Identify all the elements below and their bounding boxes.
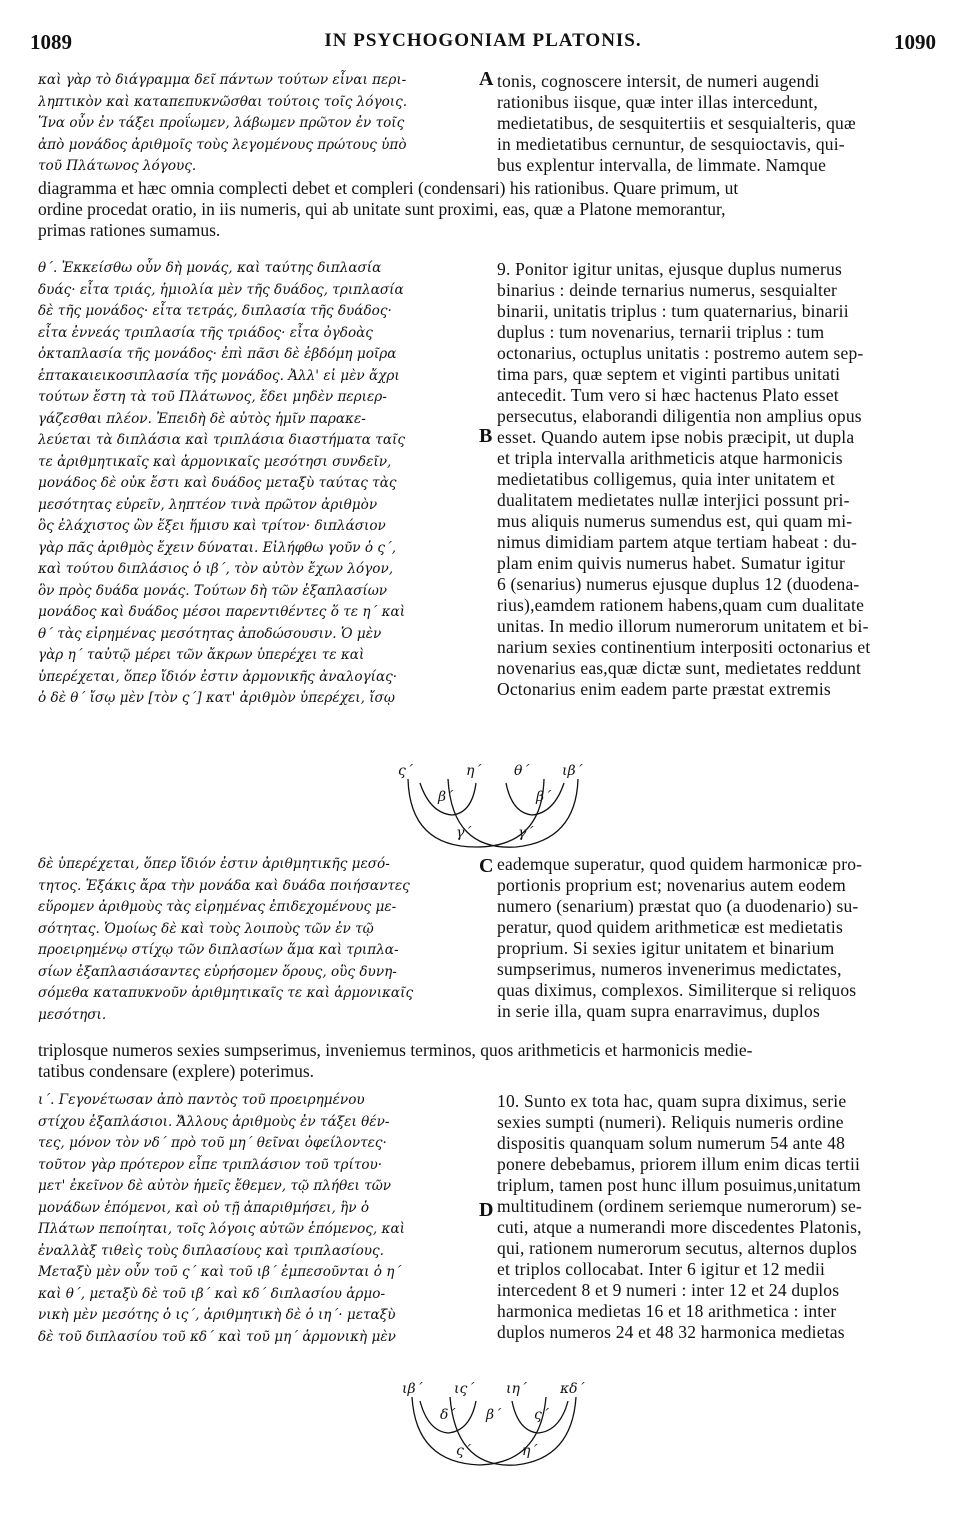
greek-line: τε ἀριθμητικαῖς καὶ ἁρμονικαῖς μεσότησι συνδεῖν, <box>38 453 392 470</box>
greek-line: σόμεθα καταπυκνοῦν ἀριθμητικαῖς τε καὶ ἁρμονικαῖς <box>38 985 414 1001</box>
greek-line: νικὴ μὲν μεσότης ὁ ις΄, ἀριθμητικὴ δὲ ὁ ιη΄· μεταξὺ <box>38 1307 396 1323</box>
diagram2-label: ς΄ <box>456 1443 471 1459</box>
latin-line: numero (senarium) præstat quo (a duodenario) su- <box>497 896 859 916</box>
latin-line: et triplos collocabat. Inter 6 igitur et 12 medii <box>497 1259 826 1279</box>
diagram2-label: ις΄ <box>454 1381 475 1397</box>
latin-line: bus explentur intervalla, de limmate. Namque <box>497 155 827 175</box>
greek-line: θ΄. Ἐκκείσθω οὖν δὴ μονάς, καὶ ταύτης διπλασία <box>38 260 382 276</box>
greek-column-block-2 <box>38 258 478 710</box>
latin-line: rationibus iisque, quæ inter illas intercedunt, <box>497 92 818 112</box>
latin-line: antecedit. Tum vero si hæc hactenus Plato esset <box>497 385 839 405</box>
latin-line: harmonica medietas 16 et 18 arithmetica : inter <box>497 1301 837 1321</box>
greek-line: δὲ ὑπερέχεται, ὅπερ ἴδιόν ἐστιν ἀριθμητικῆς μεσό- <box>38 856 390 872</box>
latin-line: multitudinem (ordinem seriemque numerorum) se- <box>497 1196 862 1216</box>
latin-line: 10. Sunto ex tota hac, quam supra diximus, serie <box>497 1091 847 1111</box>
latin-line: rius),eamdem rationem habens,quam cum dualitate <box>497 595 865 615</box>
greek-line: γὰρ η΄ ταὐτῷ μέρει τῶν ἄκρων ὑπερέχει τε καὶ <box>38 647 365 663</box>
diagram1-label: β΄ <box>438 789 454 805</box>
latin-line: duplos numeros 24 et 48 32 harmonica medietas <box>497 1322 845 1342</box>
margin-letter-c: C <box>479 855 494 877</box>
latin-fullwidth-block-3 <box>38 1040 930 1082</box>
latin-column-block-2 <box>497 259 933 700</box>
greek-line: Ἵνα οὖν ἐν τάξει προΐωμεν, λάβωμεν πρῶτον ἐν τοῖς <box>38 115 405 131</box>
page-number-right: 1090 <box>894 30 936 54</box>
greek-line: μεσότητας εὑρεῖν, ληπτέον τινὰ πρῶτον ἀριθμὸν <box>38 496 378 513</box>
latin-line: dispositis quanquam solum numerum 54 ante 48 <box>497 1133 846 1153</box>
harmonic-arc-diagram-1 <box>380 755 600 855</box>
greek-line: ὃς ἐλάχιστος ὢν ἕξει ἥμισυ καὶ τρίτον· διπλάσιον <box>38 518 386 534</box>
greek-line: ὑπερέχεται, ὅπερ ἴδιόν ἐστιν ἁρμονικῆς ἀναλογίας· <box>38 668 398 685</box>
greek-line: λεύεται τὰ διπλάσια καὶ τριπλάσια διαστήματα ταῖς <box>38 432 405 448</box>
latin-line: unitas. In medio illorum numerorum unitatem et bi- <box>497 616 869 636</box>
greek-line: σότητας. Ὁμοίως δὲ καὶ τοὺς λοιποὺς τῶν ἐν τῷ <box>38 920 374 937</box>
latin-line: et tripla intervalla arithmeticis atque harmonicis <box>497 448 843 468</box>
greek-line: Μεταξὺ μὲν οὖν τοῦ ς΄ καὶ τοῦ ιβ΄ ἐμπεσοῦνται ὁ η΄ <box>38 1264 402 1280</box>
latin-line: dualitatem medietates nullæ interjici possunt pri- <box>497 490 850 510</box>
greek-line: ὃν πρὸς δυάδα μονάς. Τούτων δὴ τῶν ἑξαπλασίων <box>38 582 388 599</box>
greek-line: εὕρομεν ἀριθμοὺς τὰς εἰρημένας ἐπιδεχομένους με- <box>38 899 397 915</box>
latin-line: sexies sumpti (numeri). Reliquis numeris ordine <box>497 1112 844 1132</box>
latin-line: esset. Quando autem ipse nobis præcipit, ut dupla <box>497 427 855 447</box>
greek-line: δυάς· εἶτα τριάς, ἡμιολία μὲν τῆς δυάδος, τριπλασία <box>38 281 404 298</box>
greek-line: θ΄ τὰς εἰρημένας μεσότητας ἀποδώσουσιν. Ὁ μὲν <box>38 625 382 642</box>
diagram2-label: ιη΄ <box>506 1381 527 1397</box>
latin-line: cuti, atque a numerandi more discedentes Platonis, <box>497 1217 862 1237</box>
latin-line: medietatibus, de sesquitertiis et sesquialteris, quæ <box>497 113 856 133</box>
page-number-left: 1089 <box>30 30 72 54</box>
inner-arc-right <box>506 783 564 815</box>
latin-line: 9. Ponitor igitur unitas, ejusque duplus numerus <box>497 259 842 279</box>
latin-line: diagramma et hæc omnia complecti debet et compleri (condensari) his rationibus. Quare primum, ut <box>38 178 739 198</box>
greek-line: δὲ τῆς μονάδος· εἶτα τετράς, διπλασία τῆς δυάδος· <box>38 303 392 319</box>
latin-column-block-3 <box>497 854 933 1022</box>
greek-line: ἐναλλὰξ τιθεὶς τοὺς διπλασίους καὶ τριπλασίους. <box>38 1242 384 1259</box>
greek-line: σίων ἐξαπλασιάσαντες εὑρήσομεν ὅρους, οὓς δυνη- <box>38 963 397 980</box>
greek-line: ὀκταπλασία τῆς μονάδος· ἐπὶ πᾶσι δὲ ἑβδόμη μοῖρα <box>38 346 397 362</box>
greek-line: τοῦ Πλάτωνος λόγους. <box>38 158 197 174</box>
greek-line: μονάδων ἑπόμενοι, καὶ οὐ τῇ ἀπαριθμήσει, ἣν ὁ <box>38 1199 370 1216</box>
latin-line: persecutus, elaborandi diligentia non amplius opus <box>497 406 862 426</box>
greek-line: καὶ τούτου διπλάσιος ὁ ιβ΄, τὸν αὐτὸν ἔχων λόγον, <box>38 561 394 577</box>
latin-line: in serie illa, quam supra enarravimus, duplos <box>497 1001 820 1021</box>
latin-line: triplosque numeros sexies sumpserimus, inveniemus terminos, quos arithmeticis et harmonicis medie- <box>38 1040 753 1060</box>
diagram1-label: ς΄ <box>398 763 413 779</box>
latin-line: proprium. Si sexies igitur unitatem et binarium <box>497 938 835 958</box>
latin-line: binarius : deinde ternarius numerus, sesquialter <box>497 280 838 300</box>
latin-line: medietatibus colligemus, quia inter unitatem et <box>497 469 835 489</box>
latin-line: peratur, quod quidem arithmeticæ est medietatis <box>497 917 843 937</box>
latin-line: mus aliquis numerus sumendus est, qui quam mi- <box>497 511 853 531</box>
latin-line: duplus : tum novenarius, ternarii triplus : tum <box>497 322 825 342</box>
latin-line: primas rationes sumamus. <box>38 220 221 240</box>
latin-line: 6 (senarius) numerus ejusque duplus 12 (duodena- <box>497 574 860 594</box>
latin-fullwidth-block-1 <box>38 178 930 241</box>
diagram2-label: β΄ <box>486 1407 502 1423</box>
greek-line: ληπτικὸν καὶ καταπεπυκνῶσθαι τούτοις τοῖς λόγοις. <box>38 93 408 110</box>
greek-line: μεσότησι. <box>38 1006 107 1023</box>
running-title: IN PSYCHOGONIAM PLATONIS. <box>324 30 642 51</box>
harmonic-arc-diagram-2 <box>390 1375 600 1475</box>
latin-column-block-4 <box>497 1091 933 1343</box>
latin-line: tima pars, quæ septem et viginti partibus unitati <box>497 364 841 384</box>
greek-line: ὁ δὲ θ΄ ἴσῳ μὲν [τὸν ς΄] κατ' ἀριθμὸν ὑπερέχει, ἴσῳ <box>38 690 395 706</box>
running-header <box>30 30 936 60</box>
latin-line: sumpserimus, numeros invenerimus medictates, <box>497 959 842 979</box>
latin-line: in medietatibus cernuntur, de sesquioctavis, qui- <box>497 134 845 154</box>
greek-column-block-3 <box>38 854 478 1026</box>
latin-line: tonis, cognoscere intersit, de numeri augendi <box>497 71 820 91</box>
diagram1-label: γ΄ <box>518 825 534 841</box>
latin-line: narium sexies continentium interpositi octonarius et <box>497 637 871 657</box>
latin-line: triplum, tamen post hunc illum posuimus,unitatum <box>497 1175 861 1195</box>
latin-line: octonarius, octuplus unitatis : postremo autem sep- <box>497 343 864 363</box>
diagram2-label: δ΄ <box>440 1407 456 1423</box>
greek-line: γὰρ πᾶς ἀριθμὸς ἔχειν δύναται. Εἰλήφθω γοῦν ὁ ς΄, <box>38 539 397 556</box>
diagram2-label: ιβ΄ <box>402 1381 423 1397</box>
diagram2-label: η΄ <box>522 1443 538 1459</box>
diagram1-label: ιβ΄ <box>562 763 583 779</box>
margin-letter-d: D <box>479 1199 494 1221</box>
diagram1-label: η΄ <box>466 763 482 779</box>
greek-column-block-4 <box>38 1090 478 1348</box>
latin-line: ordine procedat oratio, in iis numeris, qui ab unitate sunt proximi, eas, quæ a Platone memorantur, <box>38 199 726 219</box>
greek-line: μετ' ἐκεῖνον δὲ αὐτὸν ἡμεῖς ἔθεμεν, τῷ πλήθει τῶν <box>38 1178 392 1194</box>
margin-letter-b: B <box>479 425 493 447</box>
greek-line: καὶ θ΄, μεταξὺ δὲ τοῦ ιβ΄ καὶ κδ΄ διπλασίου ἁρμο- <box>38 1285 386 1302</box>
diagram2-label: ς΄ <box>534 1407 549 1423</box>
greek-line: γάζεσθαι πλέον. Ἐπειδὴ δὲ αὐτὸς ἡμῖν παρακε- <box>38 410 366 427</box>
greek-line: στίχου ἑξαπλάσιοι. Ἄλλους ἀριθμοὺς ἐν τάξει θέν- <box>38 1113 390 1130</box>
greek-line: ἀπὸ μονάδος ἀριθμοῖς τοὺς λεγομένους πρώτους ὑπὸ <box>38 136 407 153</box>
latin-line: binarii, unitatis triplus : tum quaternarius, binarii <box>497 301 849 321</box>
diagram2-label: κδ΄ <box>560 1381 585 1397</box>
latin-line: tatibus condensare (explere) poterimus. <box>38 1061 315 1081</box>
greek-line: μονάδος καὶ δυάδος μέσοι παρεντιθέντες ὅ τε η΄ καὶ <box>38 604 406 620</box>
latin-line: qui, rationem numerorum secutus, alternos duplos <box>497 1238 858 1258</box>
greek-column-block-1 <box>38 70 478 178</box>
greek-line: δὲ τοῦ διπλασίου τοῦ κδ΄ καὶ τοῦ μη΄ ἁρμονικὴ μὲν <box>38 1328 396 1345</box>
latin-line: ponere debebamus, priorem illum enim dicas tertii <box>497 1154 861 1174</box>
greek-line: τητος. Ἑξάκις ἄρα τὴν μονάδα καὶ δυάδα ποιήσαντες <box>38 877 410 894</box>
margin-letter-a: A <box>479 68 494 90</box>
latin-line: novenarius eas,quæ dictæ sunt, medietates reddunt <box>497 658 862 678</box>
latin-line: intercedent 8 et 9 numeri : inter 12 et 24 duplos <box>497 1280 840 1300</box>
greek-line: εἶτα ἐννεάς τριπλασία τῆς τριάδος· εἶτα ὀγδοὰς <box>38 324 373 341</box>
diagram1-label: β΄ <box>536 789 552 805</box>
greek-line: τοῦτον γὰρ πρότερον εἶπε τριπλάσιον τοῦ τρίτου· <box>38 1156 383 1173</box>
diagram1-label: θ΄ <box>514 763 530 779</box>
greek-line: ι΄. Γεγονέτωσαν ἀπὸ παντὸς τοῦ προειρημένου <box>38 1092 365 1108</box>
greek-line: Πλάτων πεποίηται, τοῖς λόγοις αὐτῶν ἑπόμενος, καὶ <box>38 1221 405 1237</box>
latin-line: nimus dimidiam partem atque tertiam habeat : du- <box>497 532 857 552</box>
latin-line: eademque superatur, quod quidem harmonicæ pro- <box>497 854 863 874</box>
latin-line: Octonarius enim eadem parte præstat extremis <box>497 679 831 699</box>
greek-line: τες, μόνον τὸν νδ΄ πρὸ τοῦ μη΄ θεῖναι ὀφείλοντες· <box>38 1135 387 1151</box>
latin-column-block-1 <box>497 71 933 176</box>
diagram1-label: γ΄ <box>456 825 472 841</box>
greek-line: μονάδος δὲ οὐκ ἔστι καὶ δυάδος μεταξὺ ταύτας τὰς <box>38 475 397 491</box>
latin-line: portionis proprium est; novenarius autem eodem <box>497 875 846 895</box>
latin-line: plam enim quivis numerus habet. Sumatur igitur <box>497 553 845 573</box>
greek-line: καὶ γὰρ τὸ διάγραμμα δεῖ πάντων τούτων εἶναι περι- <box>38 72 407 88</box>
greek-line: προειρημένῳ στίχῳ τῶν διπλασίων ἅμα καὶ τριπλα- <box>38 942 399 958</box>
greek-line: ἑπτακαιεικοσιπλασία τῆς μονάδος. Ἀλλ' εἰ μὲν ἄχρι <box>38 367 400 384</box>
greek-line: τούτων ἔστη τὰ τοῦ Πλάτωνος, ἔδει μηδὲν περιερ- <box>38 389 387 405</box>
latin-line: quas diximus, complexos. Similiterque si reliquos <box>497 980 857 1000</box>
